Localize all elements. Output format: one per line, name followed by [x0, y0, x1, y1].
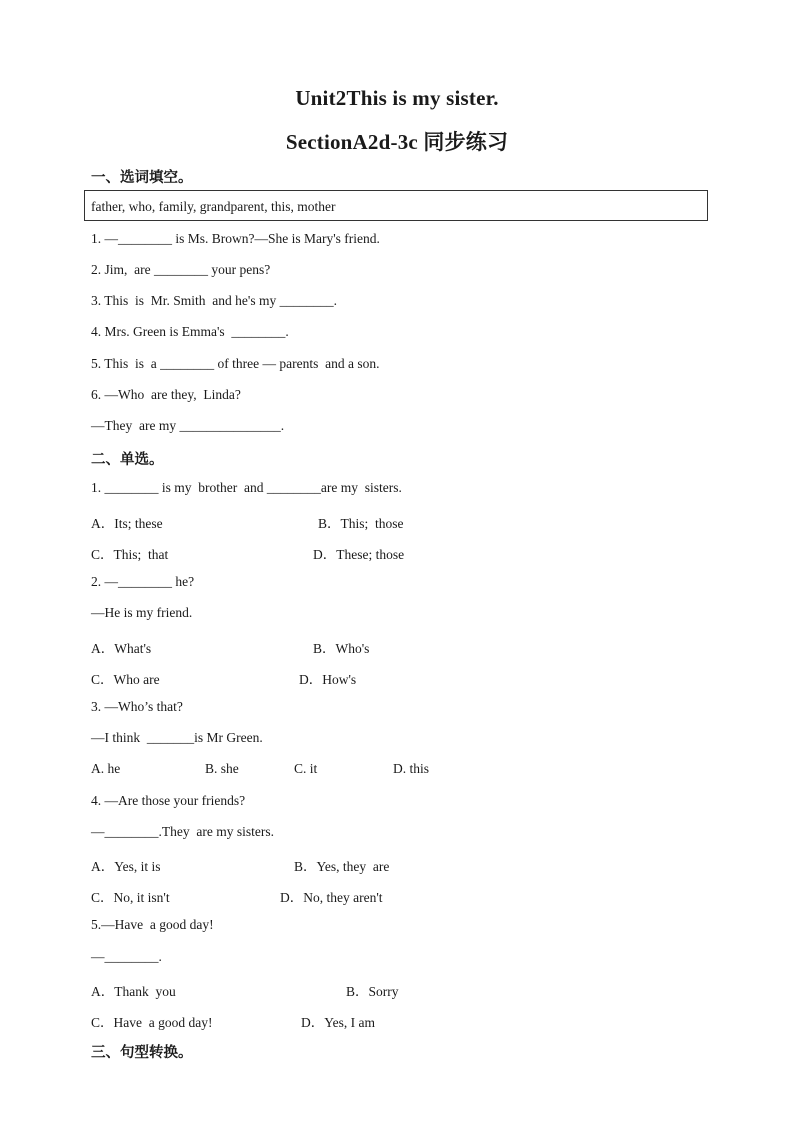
mc-question-5: 5.—Have a good day! [91, 917, 214, 932]
document-title: Unit2This is my sister. [295, 86, 499, 110]
word-box-text: father, who, family, grandparent, this, mother [91, 199, 336, 214]
mc-q5-option-a: A．Thank you [91, 984, 176, 999]
fill-question-3: 3. This is Mr. Smith and he's my ________. [91, 293, 337, 308]
mc-q4-option-b: B．Yes, they are [294, 859, 390, 874]
mc-q1-option-d: D．These; those [313, 547, 405, 562]
fill-question-4: 4. Mrs. Green is Emma's ________. [91, 324, 289, 339]
mc-question-4: 4. —Are those your friends? [91, 793, 246, 808]
mc-q5-option-d: D．Yes, I am [301, 1015, 376, 1030]
mc-q4-option-d: D．No, they aren't [280, 890, 383, 905]
fill-question-5: 5. This is a ________ of three — parents and a son. [91, 356, 380, 371]
mc-question-1: 1. ________ is my brother and ________are my sisters. [91, 480, 402, 495]
mc-q1-option-c: C．This; that [91, 547, 169, 562]
mc-q3-option-c: C. it [294, 761, 318, 776]
mc-q2-option-a: A．What's [91, 641, 152, 656]
mc-question-5-line2: —________. [91, 949, 162, 964]
section1-heading: 一、选词填空。 [91, 170, 193, 186]
mc-question-2-line2: —He is my friend. [91, 605, 193, 620]
mc-question-3: 3. —Who’s that? [91, 699, 183, 714]
mc-q5-option-c: C．Have a good day! [91, 1015, 213, 1030]
mc-q2-option-d: D．How's [299, 672, 357, 687]
mc-q2-option-c: C．Who are [91, 672, 160, 687]
fill-question-2: 2. Jim, are ________ your pens? [91, 262, 271, 277]
fill-question-6: 6. —Who are they, Linda? [91, 387, 241, 402]
mc-question-2: 2. —________ he? [91, 574, 195, 589]
mc-q3-option-d: D. this [393, 761, 430, 776]
section3-heading: 三、句型转换。 [91, 1045, 193, 1061]
mc-question-3-line2: —I think _______is Mr Green. [91, 730, 263, 745]
mc-q2-option-b: B．Who's [313, 641, 370, 656]
mc-q1-option-a: A．Its; these [91, 516, 163, 531]
document-subtitle: SectionA2d-3c 同步练习 [285, 130, 509, 154]
fill-question-1: 1. —________ is Ms. Brown?—She is Mary's friend. [91, 231, 380, 246]
word-box [84, 190, 708, 221]
mc-q4-option-c: C．No, it isn't [91, 890, 170, 905]
mc-q1-option-b: B．This; those [318, 516, 404, 531]
mc-question-4-line2: —________.They are my sisters. [91, 824, 274, 839]
mc-q3-option-a: A. he [91, 761, 121, 776]
mc-q3-option-b: B. she [205, 761, 239, 776]
fill-question-6-answer: —They are my _______________. [91, 418, 285, 433]
section2-heading: 二、单选。 [91, 452, 164, 468]
mc-q5-option-b: B．Sorry [346, 984, 399, 999]
mc-q4-option-a: A．Yes, it is [91, 859, 161, 874]
